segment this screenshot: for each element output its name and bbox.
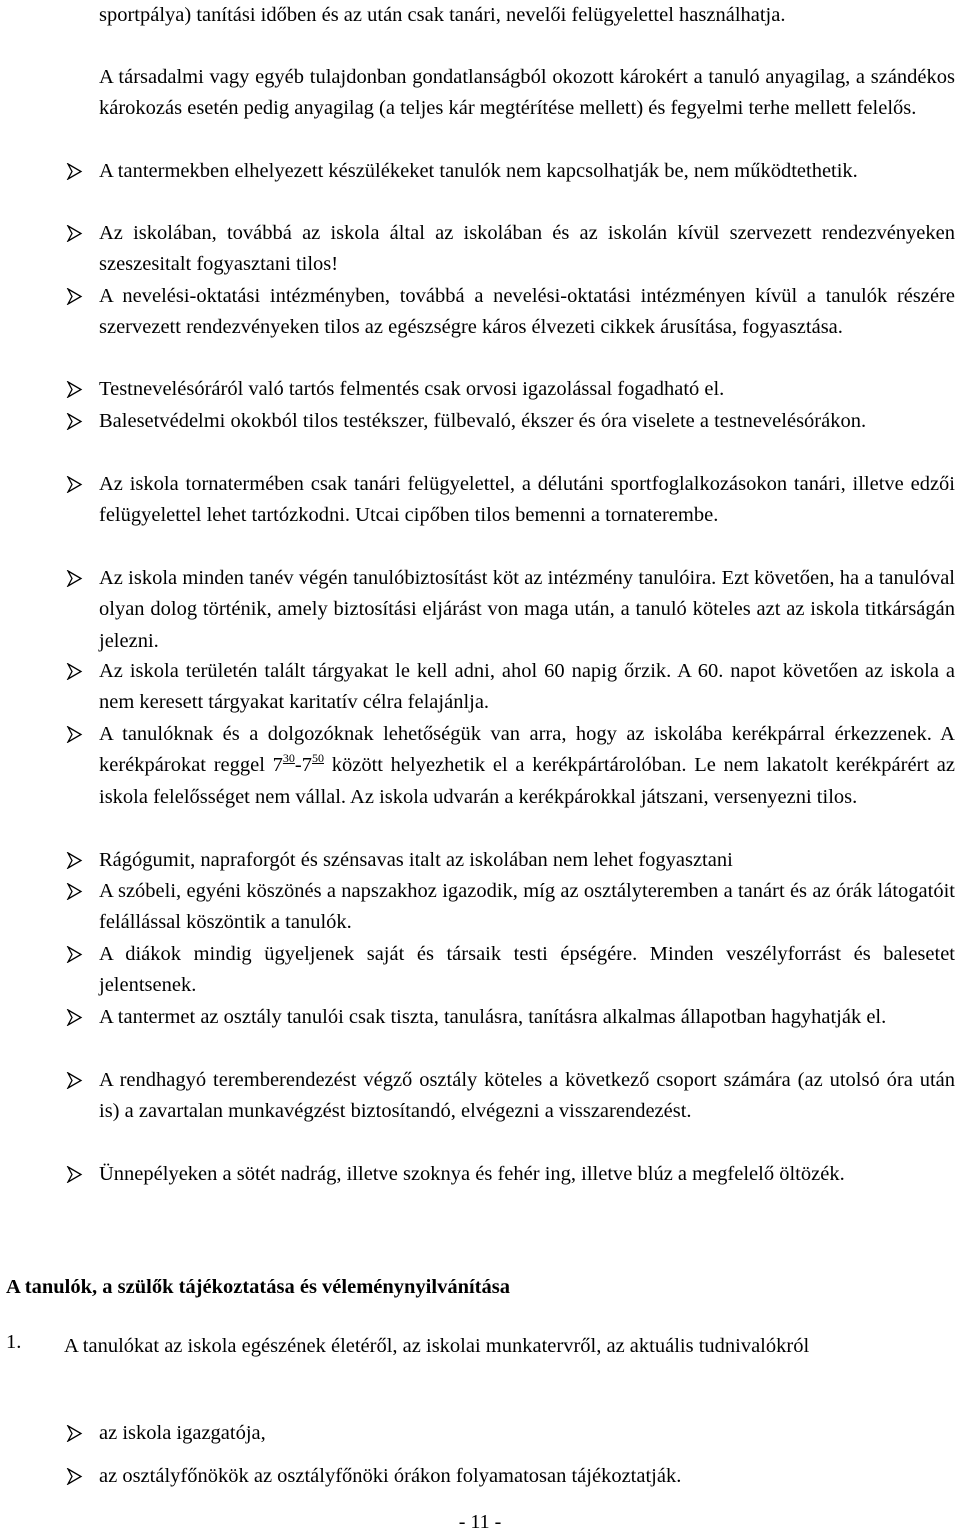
rule-item: [66, 563, 955, 657]
rule-text: Rágógumit, napraforgót és szénsavas italt az iskolában nem lehet fogyasztani: [99, 849, 733, 871]
rule-item: [66, 406, 955, 437]
list-number: 1.: [6, 1331, 22, 1353]
rule-text: [99, 719, 955, 813]
arrow-bullet-icon: [66, 726, 83, 743]
rule-item: [66, 1065, 955, 1128]
arrow-bullet-icon: [66, 476, 83, 493]
rule-item: [66, 876, 955, 939]
time-superscript: 50: [312, 751, 324, 766]
bike-text-part1: A tanulóknak és a dolgozóknak lehetőségük van arra, hogy az iskolába kerékpárral érkezzenek. A kerékpárokat reggel 7: [99, 723, 955, 777]
rule-text: A szóbeli, egyéni köszönés a napszakhoz igazodik, míg az osztályteremben a tanárt és az órák látogatóit felállással köszöntik a tanulók.: [99, 880, 955, 934]
page-number: - 11 -: [458, 1511, 502, 1533]
arrow-bullet-icon: [66, 570, 83, 587]
rule-text: Az iskola tornatermében csak tanári felügyelettel, a délutáni sportfoglalkozásokon tanári, illetve edzői felügyelettel lehet tartózkodni. Utcai cipőben tilos bemenni a tornaterembe.: [99, 473, 955, 527]
rule-item: [66, 374, 955, 405]
arrow-bullet-icon: [66, 381, 83, 398]
arrow-bullet-icon: [66, 1072, 83, 1089]
rule-text: A rendhagyó teremberendezést végző osztály köteles a következő csoport számára (az utolsó óra után is) a zavartalan munkavégzést biztosítandó, elvégezni a visszarendezést.: [99, 1069, 955, 1123]
rule-item: [66, 281, 955, 344]
rule-item-bicycles: [66, 719, 955, 813]
rule-text: Az iskolában, továbbá az iskola által az iskolában és az iskolán kívül szervezett rendezvényeken szeszesitalt fogyasztani tilos!: [99, 222, 955, 276]
arrow-bullet-icon: [66, 1468, 83, 1485]
intro-paragraph: A társadalmi vagy egyéb tulajdonban gondatlanságból okozott károkért a tanuló anyagilag, a szándékos károkozás esetén pedig anyagilag (a teljes kár megtérítése mellett) és fegyelmi terhe mellett felelős.: [99, 66, 955, 120]
rule-item: [66, 1002, 955, 1033]
arrow-bullet-icon: [66, 663, 83, 680]
rule-item: [66, 469, 955, 532]
numbered-item-text: A tanulókat az iskola egészének életéről, az iskolai munkatervről, az aktuális tudnivalókról: [64, 1335, 810, 1357]
arrow-bullet-icon: [66, 883, 83, 900]
sub-item: [66, 1461, 955, 1492]
time-superscript: 30: [282, 751, 295, 766]
arrow-bullet-icon: [66, 413, 83, 430]
rule-text: Testnevelésóráról való tartós felmentés csak orvosi igazolással fogadható el.: [99, 378, 725, 400]
arrow-bullet-icon: [66, 288, 83, 305]
rule-item: [66, 939, 955, 1002]
rule-item: [66, 218, 955, 281]
arrow-bullet-icon: [66, 225, 83, 242]
section-heading: A tanulók, a szülők tájékoztatása és véleménynyilvánítása: [6, 1276, 510, 1298]
rule-text: A diákok mindig ügyeljenek saját és társaik testi épségére. Minden veszélyforrást és balesetet jelentsenek.: [99, 943, 955, 997]
rule-item: [66, 1159, 955, 1190]
rule-text: Az iskola területén talált tárgyakat le kell adni, ahol 60 napig őrzik. A 60. napot követően az iskola a nem keresett tárgyakat karitatív célra felajánlja.: [99, 660, 955, 714]
arrow-bullet-icon: [66, 1425, 83, 1442]
rule-item: [66, 845, 955, 876]
rule-text: Balesetvédelmi okokból tilos testékszer, fülbevaló, ékszer és óra viselete a testnevelésórákon.: [99, 410, 867, 432]
rule-text: A nevelési-oktatási intézményben, továbbá a nevelési-oktatási intézményen kívül a tanulók részére szervezett rendezvényeken tilos az egészségre káros élvezeti cikkek árusítása, fogyasztása.: [99, 285, 955, 339]
rule-text: A tantermekben elhelyezett készülékeket tanulók nem kapcsolhatják be, nem működtethetik.: [99, 160, 858, 182]
intro-continuation: sportpálya) tanítási időben és az után csak tanári, nevelői felügyelettel használhatja.: [99, 4, 786, 26]
rule-text: Ünnepélyeken a sötét nadrág, illetve szoknya és fehér ing, illetve blúz a megfelelő öltözék.: [99, 1163, 845, 1185]
rule-item: [66, 656, 955, 719]
rule-item: [66, 156, 955, 187]
arrow-bullet-icon: [66, 1009, 83, 1026]
arrow-bullet-icon: [66, 852, 83, 869]
arrow-bullet-icon: [66, 163, 83, 180]
rule-text: Az iskola minden tanév végén tanulóbiztosítást köt az intézmény tanulóira. Ezt követően, ha a tanulóval olyan dolog történik, amely biztosítási eljárást von maga után, a tanuló köteles azt az iskola titkárságán jelezni.: [99, 567, 955, 652]
bike-text-part2: -7: [294, 754, 312, 777]
sub-item: [66, 1418, 955, 1449]
arrow-bullet-icon: [66, 946, 83, 963]
arrow-bullet-icon: [66, 1166, 83, 1183]
bike-text-part3: között helyezhetik el a kerékpártárolóban. Le nem lakatolt kerékpárért az iskola felelősséget nem vállal. Az iskola udvarán a kerékpárokkal játszani, versenyezni tilos.: [99, 754, 955, 808]
sub-item-text: az iskola igazgatója,: [99, 1422, 266, 1444]
sub-item-text: az osztályfőnökök az osztályfőnöki órákon folyamatosan tájékoztatják.: [99, 1465, 682, 1487]
rule-text: A tantermet az osztály tanulói csak tiszta, tanulásra, tanításra alkalmas állapotban hagyhatják el.: [99, 1006, 887, 1028]
